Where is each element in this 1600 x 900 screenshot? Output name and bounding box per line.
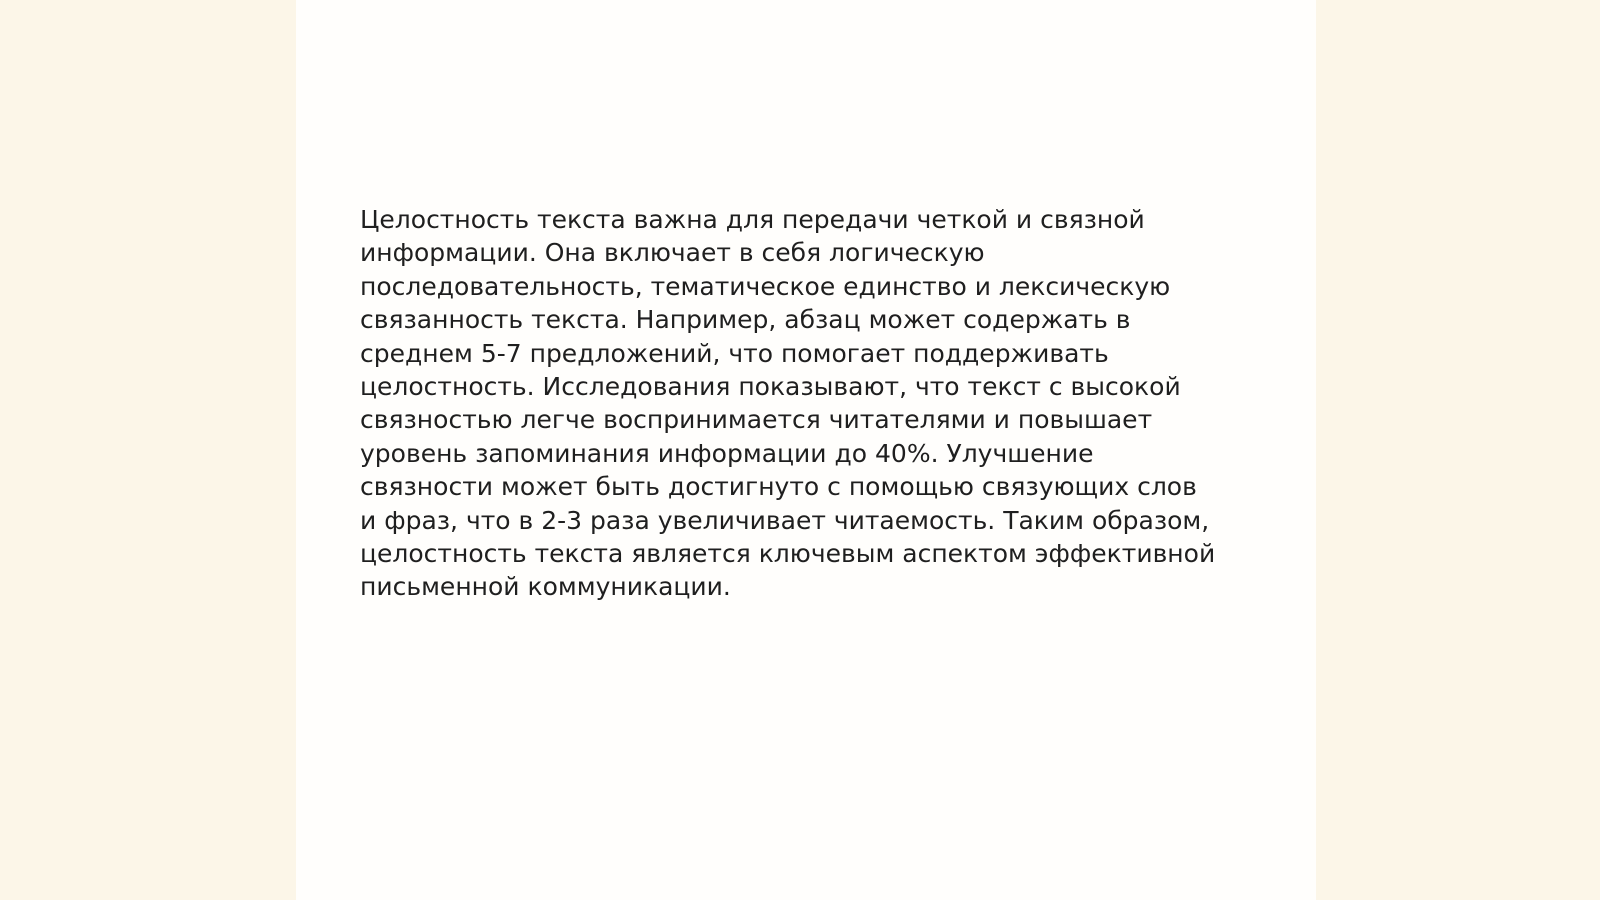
paragraph-line: информации. Она включает в себя логическую <box>360 238 985 268</box>
paragraph-line: среднем 5-7 предложений, что помогает поддерживать <box>360 338 1109 368</box>
paragraph-line: Целостность текста важна для передачи четкой и связной <box>360 205 1145 234</box>
paragraph-line: уровень запоминания информации до 40%. Улучшение <box>360 438 1094 468</box>
paragraph-line: последовательность, тематическое единство и лексическую <box>360 271 1171 301</box>
paragraph-line: целостность. Исследования показывают, что текст с высокой <box>360 371 1181 401</box>
document-page <box>296 0 1316 900</box>
paragraph-line: связностью легче воспринимается читателями и повышает <box>360 405 1153 435</box>
paragraph-line: письменной коммуникации. <box>360 572 731 602</box>
paragraph-line: целостность текста является ключевым аспектом эффективной <box>360 538 1216 568</box>
paragraph-line: связанность текста. Например, абзац может содержать в <box>360 305 1131 335</box>
body-paragraph <box>360 203 1260 604</box>
paragraph-line: связности может быть достигнуто с помощью связующих слов <box>360 472 1197 502</box>
paragraph-line: и фраз, что в 2-3 раза увеличивает читаемость. Таким образом, <box>360 505 1210 535</box>
